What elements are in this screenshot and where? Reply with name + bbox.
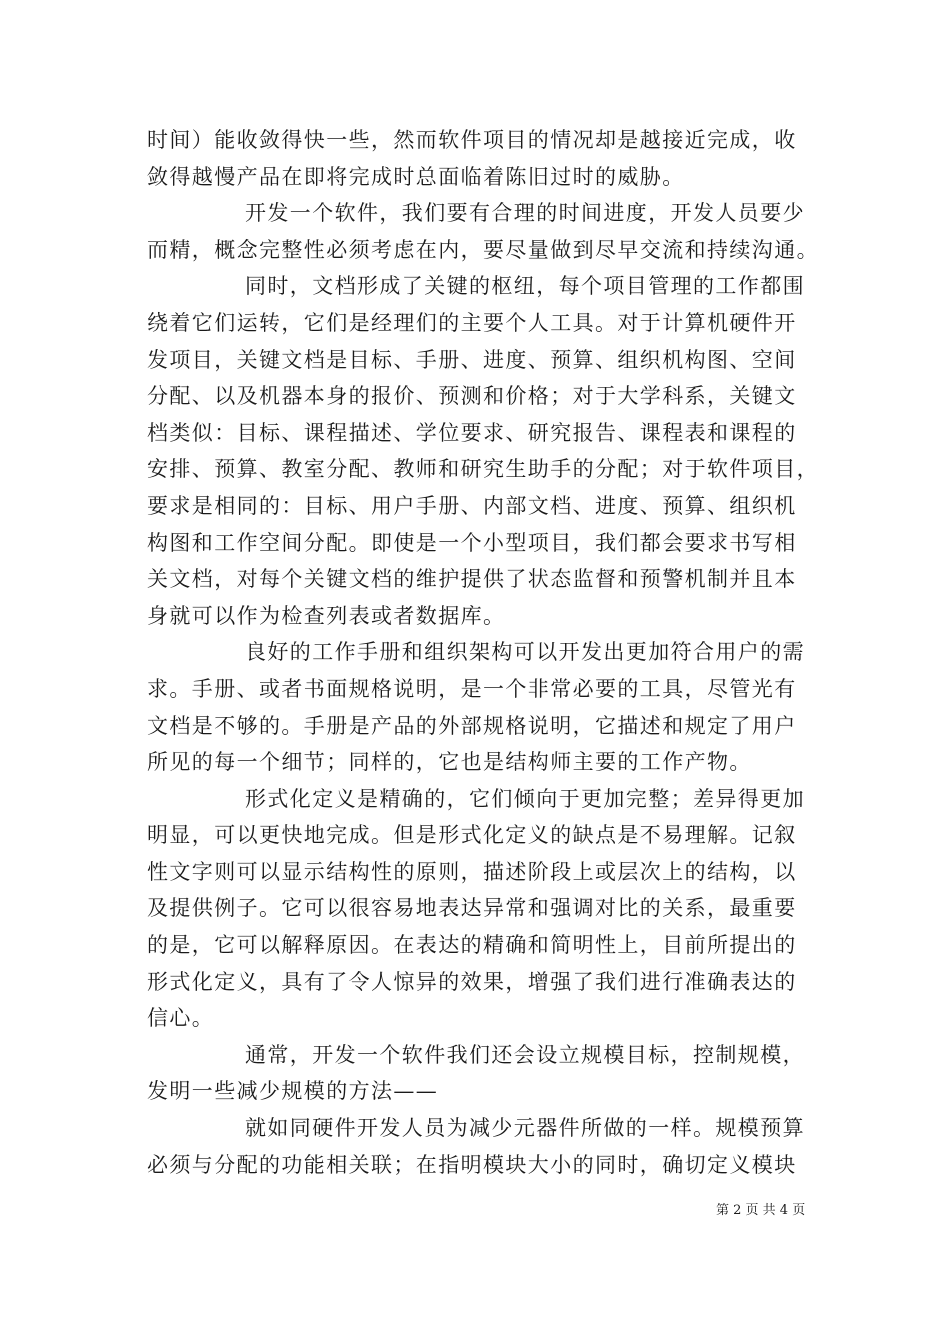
text-line: 敛得越慢产品在即将完成时总面临着陈旧过时的威胁。 — [147, 164, 685, 189]
text-line: 求。手册、或者书面规格说明，是一个非常必要的工具，尽管光有 — [147, 676, 797, 701]
text-line: 形式化定义，具有了令人惊异的效果，增强了我们进行准确表达的 — [147, 969, 797, 994]
text-line: 发明一些减少规模的方法—— — [147, 1079, 439, 1104]
text-line: 良好的工作手册和组织架构可以开发出更加符合用户的需 — [245, 640, 805, 665]
text-line: 开发一个软件，我们要有合理的时间进度，开发人员要少 — [245, 201, 805, 226]
text-line: 构图和工作空间分配。即使是一个小型项目，我们都会要求书写相 — [147, 530, 797, 555]
text-line: 就如同硬件开发人员为减少元器件所做的一样。规模预算 — [245, 1116, 805, 1141]
text-line: 及提供例子。它可以很容易地表达异常和强调对比的关系，最重要 — [147, 896, 797, 921]
text-line: 所见的每一个细节；同样的，它也是结构师主要的工作产物。 — [147, 750, 752, 775]
body-text — [147, 122, 819, 1183]
text-line: 安排、预算、教室分配、教师和研究生助手的分配；对于软件项目， — [147, 457, 819, 482]
text-line: 分配、以及机器本身的报价、预测和价格；对于大学科系，关键文 — [147, 384, 797, 409]
text-line: 明显，可以更快地完成。但是形式化定义的缺点是不易理解。记叙 — [147, 823, 797, 848]
text-line: 的是，它可以解释原因。在表达的精确和简明性上，目前所提出的 — [147, 933, 797, 958]
text-line: 关文档，对每个关键文档的维护提供了状态监督和预警机制并且本 — [147, 567, 797, 592]
text-line: 必须与分配的功能相关联；在指明模块大小的同时，确切定义模块 — [147, 1152, 797, 1177]
text-line: 绕着它们运转，它们是经理们的主要个人工具。对于计算机硬件开 — [147, 310, 797, 335]
text-line: 信心。 — [147, 1006, 215, 1031]
text-line: 要求是相同的：目标、用户手册、内部文档、进度、预算、组织机 — [147, 493, 797, 518]
text-line: 发项目，关键文档是目标、手册、进度、预算、组织机构图、空间 — [147, 347, 797, 372]
text-line: 身就可以作为检查列表或者数据库。 — [147, 603, 506, 628]
text-line: 性文字则可以显示结构性的原则，描述阶段上或层次上的结构，以 — [147, 859, 797, 884]
text-line: 同时，文档形成了关键的枢纽，每个项目管理的工作都围 — [245, 274, 805, 299]
text-line: 档类似：目标、课程描述、学位要求、研究报告、课程表和课程的 — [147, 420, 797, 445]
text-line: 形式化定义是精确的，它们倾向于更加完整；差异得更加 — [245, 786, 805, 811]
text-line: 时间）能收敛得快一些，然而软件项目的情况却是越接近完成，收 — [147, 128, 797, 152]
text-line: 文档是不够的。手册是产品的外部规格说明，它描述和规定了用户 — [147, 713, 797, 738]
text-line: 通常，开发一个软件我们还会设立规模目标，控制规模， — [245, 1042, 805, 1067]
text-line: 而精，概念完整性必须考虑在内，要尽量做到尽早交流和持续沟通。 — [147, 237, 819, 262]
page-number-footer: 第 2 页 共 4 页 — [716, 1203, 806, 1218]
